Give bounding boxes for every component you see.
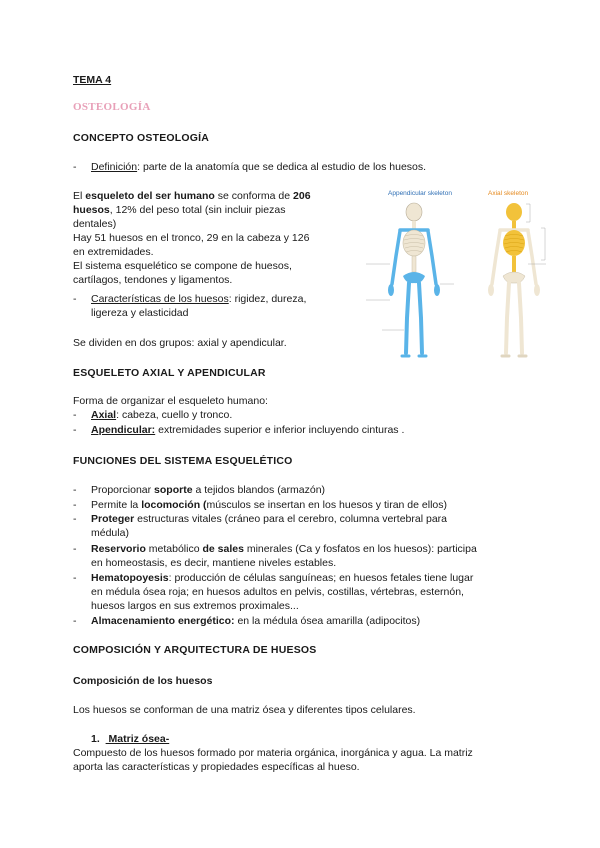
conforman-text: Los huesos se conforman de una matriz ósea y diferentes tipos celulares. — [73, 704, 416, 716]
apendicular-item: - Apendicular: extremidades superior e inferior incluyendo cinturas . — [73, 424, 405, 436]
skeleton-figure — [356, 188, 552, 386]
concepto-heading: CONCEPTO OSTEOLOGÍA — [73, 132, 210, 144]
axial-title: Axial skeleton — [488, 190, 529, 197]
osteologia-title: OSTEOLOGÍA — [73, 101, 151, 113]
axial-label: Axial — [91, 409, 117, 421]
funcion-proteger: - Proteger estructuras vitales (cráneo para el cerebro, columna vertebral para médula) — [73, 513, 448, 539]
funcion-locomocion: - Permite la locomoción (músculos se insertan en los huesos y tiran de ellos) — [73, 499, 447, 511]
appendicular-title: Appendicular skeleton — [388, 190, 452, 197]
axial-heading: ESQUELETO AXIAL Y APENDICULAR — [73, 367, 266, 379]
funcion-reservorio: - Reservorio metabólico de sales minerales (Ca y fosfatos en los huesos): participa en homeostasis, es decir, mantiene niveles estables. — [73, 543, 477, 569]
definicion-label: Definición — [91, 161, 138, 173]
composicion-subheading: Composición de los huesos — [73, 675, 213, 687]
definicion-item — [73, 160, 427, 174]
caracteristicas-item: - Características de los huesos: rigidez, dureza, ligereza y elasticidad — [73, 293, 307, 319]
axial-skeleton — [488, 203, 540, 356]
apendicular-label: Apendicular: — [91, 424, 156, 436]
esqueleto-paragraph: El esqueleto del ser humano se conforma de 206 huesos, 12% del peso total (sin incluir piezas dentales) Hay 51 huesos en el tronco, 29 en la cabeza y 126 en extremidades. El sistema esquelético se compone de huesos, cartílagos, tendones y ligamentos. — [73, 190, 311, 286]
matriz-heading: 1. Matriz ósea- — [91, 733, 170, 745]
composicion-heading: COMPOSICIÓN Y ARQUITECTURA DE HUESOS — [73, 644, 317, 656]
funcion-almacenamiento: - Almacenamiento energético: en la médula ósea amarilla (adipocitos) — [73, 615, 421, 627]
tema-heading: TEMA 4 — [73, 74, 112, 86]
funcion-hematopoyesis: - Hematopoyesis: producción de células sanguíneas; en huesos fetales tiene lugar en médula ósea roja; en huesos adultos en pelvis, costillas, vértebras, esternón, huesos largos en sus extremos proximales... — [73, 572, 474, 612]
definicion-text: : parte de la anatomía que se dedica al estudio de los huesos. — [137, 161, 427, 173]
dividen-text: Se dividen en dos grupos: axial y apendicular. — [73, 337, 287, 349]
funciones-heading: FUNCIONES DEL SISTEMA ESQUELÉTICO — [73, 455, 293, 467]
caracteristicas-label: Características de los huesos — [91, 293, 229, 305]
axial-item: - Axial: cabeza, cuello y tronco. — [73, 409, 233, 421]
matriz-paragraph: Compuesto de los huesos formado por materia orgánica, inorgánica y agua. La matriz aporta las características y propiedades específicas al hueso. — [73, 747, 473, 773]
funcion-soporte: - Proporcionar soporte a tejidos blandos (armazón) — [73, 484, 326, 496]
bullet-dash: - — [73, 293, 77, 305]
skeleton-illustration — [356, 188, 552, 386]
appendicular-skeleton — [388, 203, 440, 356]
bullet-dash: - — [73, 161, 77, 173]
forma-text: Forma de organizar el esqueleto humano: — [73, 395, 268, 407]
